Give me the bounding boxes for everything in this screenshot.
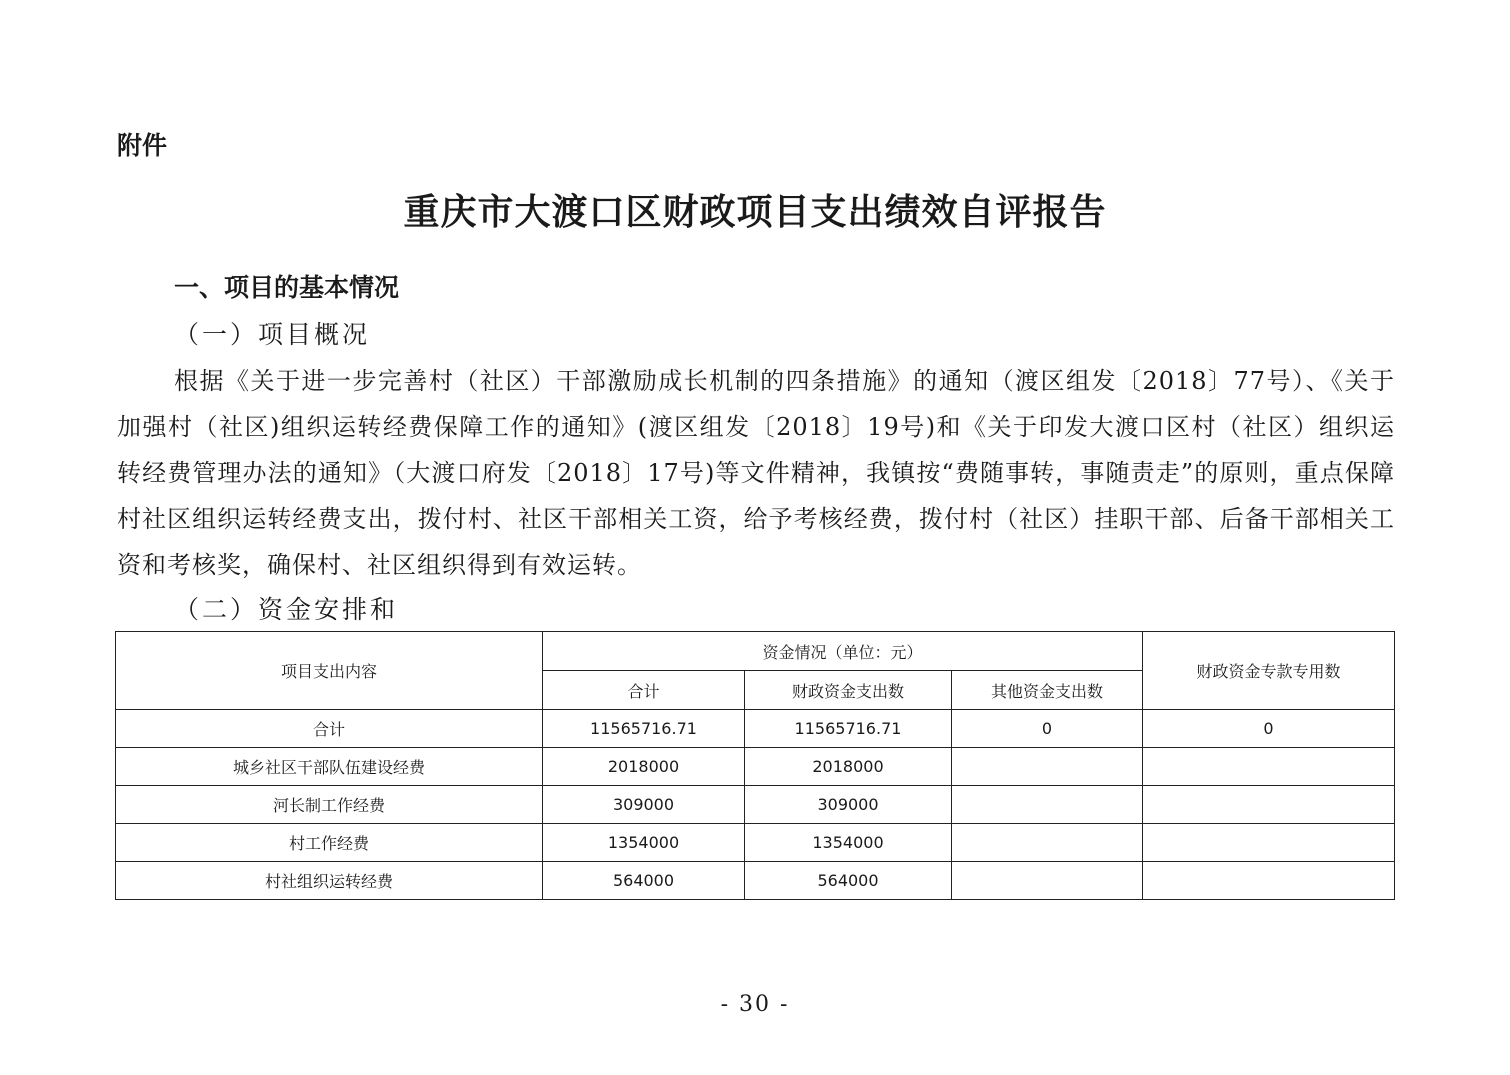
header-fiscal: 财政资金支出数	[745, 671, 952, 710]
cell-special	[1143, 786, 1395, 824]
table-row	[116, 710, 1395, 748]
page-number: - 30 -	[720, 992, 790, 1017]
cell-other	[952, 748, 1143, 786]
cell-other: 0	[952, 710, 1143, 748]
section-heading: 一、项目的基本情况	[174, 273, 400, 302]
cell-total: 564000	[543, 862, 745, 900]
cell-item: 合计	[116, 710, 543, 748]
fund-table	[115, 631, 1395, 900]
cell-fiscal: 2018000	[745, 748, 952, 786]
cell-special	[1143, 862, 1395, 900]
cell-total: 11565716.71	[543, 710, 745, 748]
header-total: 合计	[543, 671, 745, 710]
table-row	[116, 824, 1395, 862]
overview-paragraph: 根据《关于进一步完善村（社区）干部激励成长机制的四条措施》的通知（渡区组发〔2018〕77号）、《关于加强村（社区)组织运转经费保障工作的通知》(渡区组发〔2018〕19号)和《关于印发大渡口区村（社区）组织运转经费管理办法的通知》（大渡口府发〔2018〕17号)等文件精神，我镇按“费随事转，事随责走”的原则，重点保障村社区组织运转经费支出，拨付村、社区干部相关工资，给予考核经费，拨付村（社区）挂职干部、后备干部相关工资和考核奖，确保村、社区组织得到有效运转。	[117, 367, 1395, 579]
cell-item: 村工作经费	[116, 824, 543, 862]
cell-fiscal: 564000	[745, 862, 952, 900]
cell-other	[952, 862, 1143, 900]
cell-other	[952, 786, 1143, 824]
subsection-heading-overview: （一）项目概况	[174, 320, 371, 349]
cell-other	[952, 824, 1143, 862]
cell-fiscal: 309000	[745, 786, 952, 824]
cell-fiscal: 1354000	[745, 824, 952, 862]
cell-total: 309000	[543, 786, 745, 824]
cell-total: 2018000	[543, 748, 745, 786]
cell-special	[1143, 824, 1395, 862]
table-header-row	[116, 632, 1395, 671]
cell-item: 河长制工作经费	[116, 786, 543, 824]
table-row	[116, 786, 1395, 824]
header-fund-group: 资金情况（单位：元）	[543, 632, 1143, 671]
cell-item: 村社组织运转经费	[116, 862, 543, 900]
attachment-label: 附件	[117, 131, 168, 160]
cell-total: 1354000	[543, 824, 745, 862]
cell-special: 0	[1143, 710, 1395, 748]
table-row	[116, 862, 1395, 900]
subsection-heading-funds: （二）资金安排和	[174, 595, 399, 624]
table-row	[116, 748, 1395, 786]
cell-fiscal: 11565716.71	[745, 710, 952, 748]
header-other: 其他资金支出数	[952, 671, 1143, 710]
cell-special	[1143, 748, 1395, 786]
header-item: 项目支出内容	[116, 632, 543, 710]
cell-item: 城乡社区干部队伍建设经费	[116, 748, 543, 786]
header-special: 财政资金专款专用数	[1143, 632, 1395, 710]
report-title: 重庆市大渡口区财政项目支出绩效自评报告	[403, 191, 1107, 233]
